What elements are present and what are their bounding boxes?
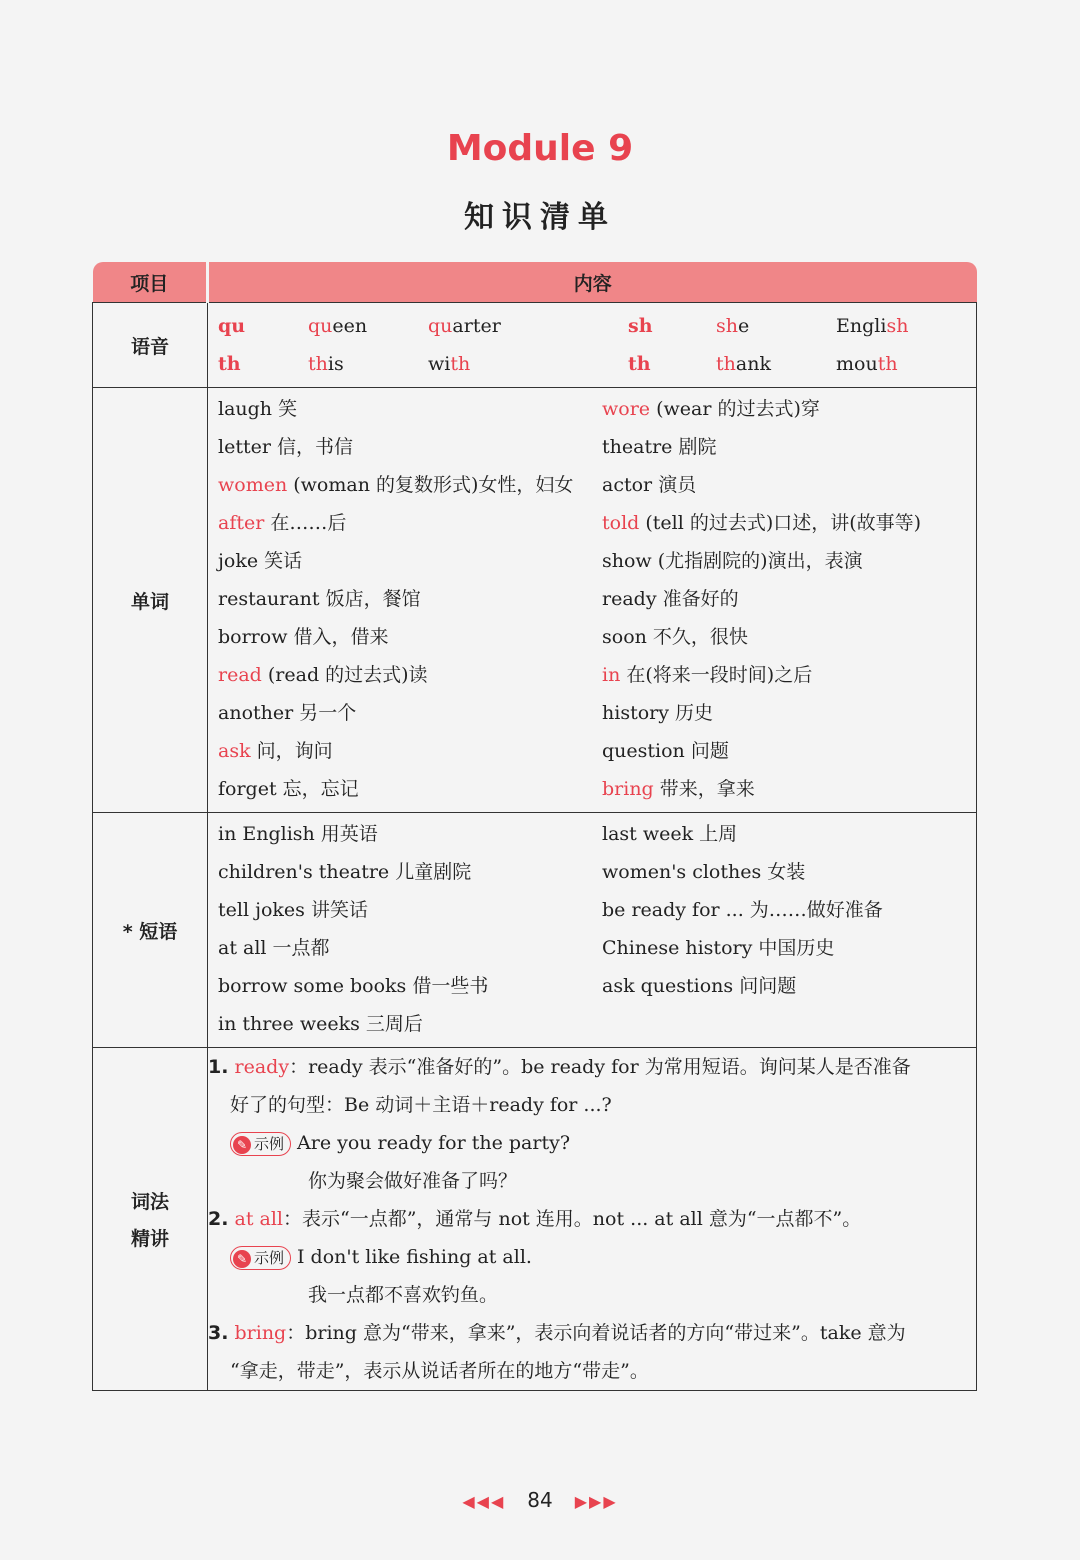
knowledge-table	[92, 262, 977, 1391]
phonics-word: she	[716, 315, 750, 337]
vocabulary-item	[592, 466, 976, 504]
phrase-item: ask questions 问问题	[602, 975, 797, 997]
grammar-label-line: 精讲	[130, 1228, 169, 1250]
vocabulary-meaning: 信，书信	[276, 436, 353, 458]
vocabulary-item	[592, 542, 976, 580]
grammar-row	[93, 1048, 977, 1391]
vocabulary-item	[208, 390, 592, 428]
vocabulary-item	[592, 770, 976, 808]
vocabulary-meaning: 演员	[658, 474, 697, 496]
example-badge: ✎ 示例	[230, 1246, 291, 1270]
item-number: 3.	[208, 1322, 229, 1344]
example-line	[208, 1124, 976, 1162]
phonics-line	[208, 345, 976, 383]
phrase-item: be ready for ... 为……做好准备	[602, 899, 883, 921]
phrases-label: * 短语	[93, 813, 208, 1048]
phrase-item: last week 上周	[602, 823, 738, 845]
vocabulary-row	[93, 388, 977, 813]
phrase-item: in English 用英语	[218, 823, 378, 845]
right-arrows-icon: ▶▶▶	[574, 1492, 618, 1511]
vocabulary-item	[208, 428, 592, 466]
phonics-word: thank	[716, 353, 771, 375]
vocabulary-item	[208, 694, 592, 732]
vocabulary-item	[592, 580, 976, 618]
header-item: 项目	[93, 262, 208, 303]
vocabulary-word: told	[602, 512, 640, 534]
vocabulary-item	[592, 656, 976, 694]
vocabulary-meaning: (tell 的过去式)口述，讲(故事等)	[645, 512, 922, 534]
vocabulary-meaning: (wear 的过去式)穿	[656, 398, 820, 420]
pencil-icon: ✎	[233, 1136, 251, 1154]
vocabulary-word: show	[602, 550, 652, 572]
vocabulary-meaning: (woman 的复数形式)女性，妇女	[293, 474, 574, 496]
phrase-item: tell jokes 讲笑话	[218, 899, 368, 921]
phonics-word: queen	[308, 315, 368, 337]
vocabulary-item	[592, 504, 976, 542]
phrases-row	[93, 813, 977, 1048]
vocabulary-word: soon	[602, 626, 647, 648]
page-title: Module 9	[446, 128, 634, 169]
vocabulary-word: read	[218, 664, 262, 686]
item-keyword: ready	[234, 1056, 290, 1078]
item-keyword: at all	[234, 1208, 283, 1230]
vocabulary-item	[208, 656, 592, 694]
vocabulary-meaning: 笑	[278, 398, 298, 420]
phrase-item: in three weeks 三周后	[218, 1013, 423, 1035]
phonics-sound: sh	[628, 315, 653, 337]
phrase-item: at all 一点都	[218, 937, 330, 959]
vocabulary-meaning: 饭店，餐馆	[325, 588, 421, 610]
vocabulary-word: question	[602, 740, 685, 762]
grammar-label	[93, 1048, 208, 1391]
phonics-row	[93, 303, 977, 388]
item-number: 2.	[208, 1208, 229, 1230]
item-text: ：ready 表示“准备好的”。be ready for 为常用短语。询问某人是否准备	[289, 1056, 911, 1078]
phonics-sound: th	[628, 353, 651, 375]
vocabulary-word: forget	[218, 778, 277, 800]
vocabulary-meaning: 带来，拿来	[659, 778, 755, 800]
vocabulary-label: 单词	[93, 388, 208, 813]
grammar-item	[208, 1200, 976, 1238]
example-badge: ✎ 示例	[230, 1132, 291, 1156]
vocabulary-word: history	[602, 702, 669, 724]
header-content: 内容	[208, 262, 977, 303]
vocabulary-word: actor	[602, 474, 653, 496]
vocabulary-word: women	[218, 474, 288, 496]
phrases-left-column	[208, 815, 592, 1043]
table-header-row	[93, 262, 977, 303]
phrase-item: women's clothes 女装	[602, 861, 806, 883]
vocabulary-meaning: (read 的过去式)读	[267, 664, 428, 686]
vocabulary-word: wore	[602, 398, 651, 420]
grammar-item	[208, 1314, 976, 1352]
vocabulary-word: joke	[218, 550, 259, 572]
example-english: Are you ready for the party?	[297, 1132, 571, 1154]
phonics-sound: th	[218, 353, 241, 375]
vocabulary-meaning: 问，询问	[256, 740, 333, 762]
example-chinese: 你为聚会做好准备了吗？	[308, 1170, 518, 1192]
vocabulary-meaning: 准备好的	[662, 588, 739, 610]
vocabulary-item	[208, 542, 592, 580]
phonics-word: this	[308, 353, 344, 375]
phonics-label: 语音	[93, 303, 208, 388]
vocabulary-word: in	[602, 664, 621, 686]
vocabulary-meaning: 不久，很快	[652, 626, 748, 648]
page-subtitle: 知识清单	[464, 200, 616, 235]
vocabulary-meaning: 另一个	[299, 702, 357, 724]
vocabulary-item	[208, 504, 592, 542]
vocabulary-word: borrow	[218, 626, 288, 648]
item-text: ：表示“一点都”，通常与 not 连用。not ... at all 意为“一点都不”。	[282, 1208, 862, 1230]
example-english: I don't like fishing at all.	[297, 1246, 532, 1268]
item-text: ：bring 意为“带来，拿来”，表示向着说话者的方向“带过来”。take 意为	[286, 1322, 906, 1344]
left-arrows-icon: ◀◀◀	[462, 1492, 506, 1511]
vocabulary-word: theatre	[602, 436, 673, 458]
page-number: 84	[527, 1488, 553, 1512]
vocabulary-item	[592, 428, 976, 466]
grammar-label-line: 词法	[130, 1191, 169, 1213]
vocabulary-word: ask	[218, 740, 251, 762]
phonics-line	[208, 307, 976, 345]
vocabulary-word: letter	[218, 436, 271, 458]
phonics-word: with	[428, 353, 471, 375]
vocabulary-word: laugh	[218, 398, 273, 420]
phrase-item: borrow some books 借一些书	[218, 975, 489, 997]
vocabulary-item	[592, 390, 976, 428]
vocabulary-meaning: 问题	[690, 740, 729, 762]
phrase-item: children's theatre 儿童剧院	[218, 861, 472, 883]
vocabulary-meaning: 历史	[675, 702, 714, 724]
vocabulary-word: another	[218, 702, 294, 724]
phonics-word: quarter	[428, 315, 501, 337]
pencil-icon: ✎	[233, 1250, 251, 1268]
example-chinese: 我一点都不喜欢钓鱼。	[308, 1284, 499, 1306]
vocabulary-item	[208, 466, 592, 504]
phrase-item: Chinese history 中国历史	[602, 937, 835, 959]
vocabulary-word: bring	[602, 778, 654, 800]
vocabulary-item	[592, 694, 976, 732]
item-text: “拿走，带走”，表示从说话者所在的地方“带走”。	[230, 1360, 649, 1382]
vocabulary-item	[208, 732, 592, 770]
vocabulary-meaning: (尤指剧院的)演出，表演	[657, 550, 863, 572]
grammar-item	[208, 1048, 976, 1086]
vocabulary-meaning: 笑话	[264, 550, 303, 572]
vocabulary-item	[592, 732, 976, 770]
vocabulary-meaning: 在……后	[270, 512, 347, 534]
vocabulary-meaning: 在(将来一段时间)之后	[626, 664, 813, 686]
vocabulary-meaning: 忘，忘记	[282, 778, 359, 800]
vocabulary-right-column	[592, 390, 976, 808]
vocabulary-meaning: 借入，借来	[293, 626, 389, 648]
vocabulary-left-column	[208, 390, 592, 808]
vocabulary-item	[208, 618, 592, 656]
vocabulary-word: restaurant	[218, 588, 320, 610]
vocabulary-meaning: 剧院	[678, 436, 717, 458]
example-line	[208, 1238, 976, 1276]
item-number: 1.	[208, 1056, 229, 1078]
phrases-right-column	[592, 815, 976, 1043]
vocabulary-word: ready	[602, 588, 657, 610]
phonics-word: mouth	[836, 353, 898, 375]
item-text: 好了的句型：Be 动词＋主语＋ready for ...?	[230, 1094, 612, 1116]
item-keyword: bring	[234, 1322, 287, 1344]
vocabulary-item	[208, 580, 592, 618]
phonics-sound: qu	[218, 315, 246, 337]
vocabulary-item	[208, 770, 592, 808]
phonics-word: English	[836, 315, 909, 337]
page-footer	[0, 1488, 1080, 1512]
vocabulary-word: after	[218, 512, 265, 534]
vocabulary-item	[592, 618, 976, 656]
